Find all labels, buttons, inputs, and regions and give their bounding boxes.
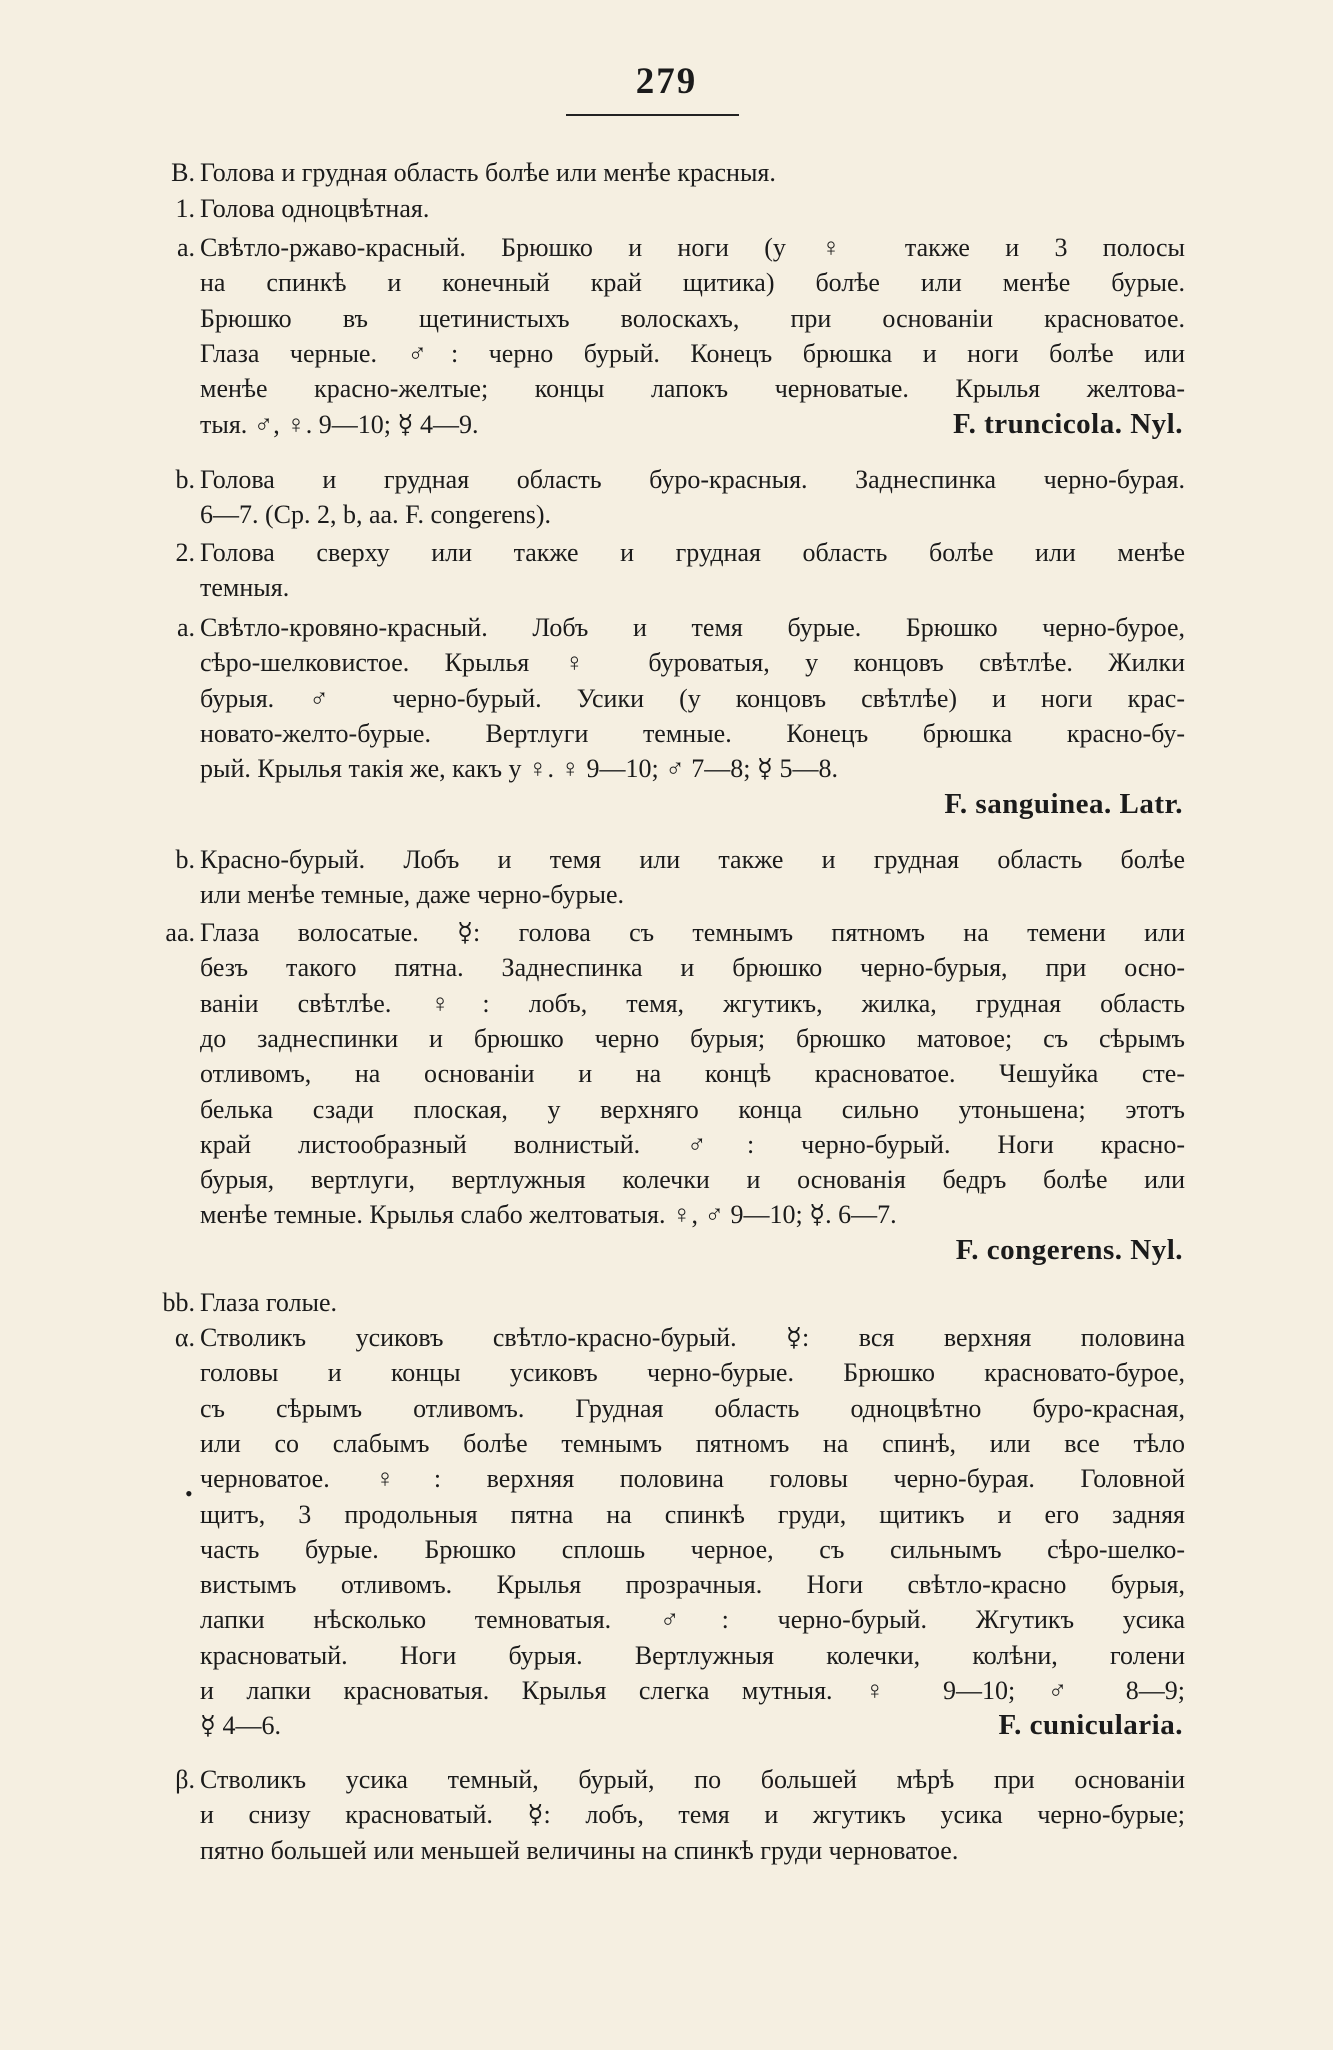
text-line: до заднеспинки и брюшко черно бурыя; брюшко матовое; съ сѣрымъ	[200, 1023, 1185, 1053]
text-line: безъ такого пятна. Заднеспинка и брюшко черно-бурыя, при осно-	[200, 953, 1185, 983]
species-name: F. cunicularia.	[998, 1709, 1183, 1742]
text-line: Глаза голые.	[200, 1288, 338, 1317]
text-line: Глаза волосатые. ☿: голова съ темнымъ пятномъ на темени или	[200, 918, 1185, 947]
text-line: головы и концы усиковъ черно-бурые. Брюшко красновато-бурое,	[200, 1358, 1185, 1388]
text-line: Стволикъ усика темный, бурый, по большей мѣрѣ при основаніи	[200, 1765, 1185, 1794]
page-number: 279	[635, 61, 698, 102]
entry-label: 1.	[175, 194, 195, 223]
species-name: F. congerens. Nyl.	[955, 1233, 1183, 1266]
entry-label: bb.	[162, 1288, 195, 1317]
page-number-rule	[566, 114, 739, 116]
text-line: красноватый. Ноги бурыя. Вертлужныя колечки, колѣни, голени	[200, 1640, 1185, 1670]
text-line: бурыя. ♂ черно-бурый. Усики (у концовъ свѣтлѣе) и ноги крас-	[200, 683, 1185, 713]
text-line: сѣро-шелковистое. Крылья ♀ буроватыя, у концовъ свѣтлѣе. Жилки	[200, 648, 1185, 678]
entry-label: β.	[175, 1765, 195, 1794]
text-line: на спинкѣ и конечный край щитика) болѣе или менѣе бурые.	[200, 268, 1185, 298]
text-line: отливомъ, на основаніи и на концѣ красноватое. Чешуйка сте-	[200, 1059, 1185, 1089]
text-line: или со слабымъ болѣе темнымъ пятномъ на спинѣ, или все тѣло	[200, 1428, 1185, 1458]
text-line: часть бурые. Брюшко сплошь черное, съ сильнымъ сѣро-шелко-	[200, 1534, 1185, 1564]
text-line: рый. Крылья такія же, какъ у ♀. ♀ 9—10; ♂ 7—8; ☿ 5—8.	[200, 754, 838, 784]
text-line: новато-желто-бурые. Вертлуги темные. Конецъ брюшка красно-бу-	[200, 718, 1185, 748]
text-line: менѣе красно-желтые; концы лапокъ черноватые. Крылья желтова-	[200, 374, 1185, 404]
text-line: белька сзади плоская, у верхняго конца сильно утоньшена; этотъ	[200, 1094, 1185, 1124]
text-line: съ сѣрымъ отливомъ. Грудная область одноцвѣтно буро-красная,	[200, 1393, 1185, 1423]
text-line: край листообразный волнистый. ♂: черно-бурый. Ноги красно-	[200, 1129, 1185, 1159]
text-line: темныя.	[200, 573, 290, 603]
text-line: тыя. ♂, ♀. 9—10; ☿ 4—9.	[200, 409, 479, 439]
entry-label: 2.	[175, 538, 195, 567]
text-line: Свѣтло-ржаво-красный. Брюшко и ноги (у ♀ также и 3 полосы	[200, 233, 1185, 262]
text-line: Голова и грудная область болѣе или менѣе красныя.	[200, 158, 776, 187]
entry-label: B.	[171, 158, 195, 187]
text-line: пятно большей или меньшей величины на спинкѣ груди черноватое.	[200, 1835, 959, 1865]
species-name: F. truncicola. Nyl.	[953, 407, 1183, 440]
text-line: Красно-бурый. Лобъ и темя или также и грудная область болѣе	[200, 845, 1185, 874]
entry-label: aa.	[165, 918, 195, 947]
text-line: Брюшко въ щетинистыхъ волоскахъ, при основаніи красноватое.	[200, 303, 1185, 333]
margin-mark: •	[185, 1481, 193, 1506]
text-line: Голова одноцвѣтная.	[200, 194, 430, 223]
text-line: Свѣтло-кровяно-красный. Лобъ и темя бурые. Брюшко черно-бурое,	[200, 613, 1185, 642]
text-line: менѣе темные. Крылья слабо желтоватыя. ♀, ♂ 9—10; ☿. 6—7.	[200, 1200, 897, 1230]
text-line: щитъ, 3 продольныя пятна на спинкѣ груди, щитикъ и его задняя	[200, 1499, 1185, 1529]
text-line: 6—7. (Ср. 2, b, aa. F. congerens).	[200, 500, 552, 530]
text-line: Стволикъ усиковъ свѣтло-красно-бурый. ☿: вся верхняя половина	[200, 1323, 1185, 1352]
text-line: Глаза черные. ♂: черно бурый. Конецъ брюшка и ноги болѣе или	[200, 338, 1185, 368]
text-line: вистымъ отливомъ. Крылья прозрачныя. Ноги свѣтло-красно бурыя,	[200, 1570, 1185, 1600]
text-line: и лапки красноватыя. Крылья слегка мутныя. ♀ 9—10; ♂ 8—9;	[200, 1676, 1185, 1705]
text-line: бурыя, вертлуги, вертлужныя колечки и основанія бедръ болѣе или	[200, 1165, 1185, 1195]
entry-label: α.	[174, 1323, 195, 1352]
entry-label: b.	[175, 845, 195, 874]
entry-label: a.	[176, 233, 195, 262]
text-line: Голова и грудная область буро-красныя. Заднеспинка черно-бурая.	[200, 465, 1185, 494]
entry-label: b.	[175, 465, 195, 494]
text-line: черноватое. ♀: верхняя половина головы черно-бурая. Головной	[200, 1464, 1185, 1494]
text-line: и снизу красноватый. ☿: лобъ, темя и жгутикъ усика черно-бурые;	[200, 1800, 1185, 1830]
entry-label: a.	[176, 613, 195, 642]
text-line: ваніи свѣтлѣе. ♀: лобъ, темя, жгутикъ, жилка, грудная область	[200, 988, 1185, 1018]
text-line: Голова сверху или также и грудная область болѣе или менѣе	[200, 538, 1185, 567]
text-line: или менѣе темные, даже черно-бурые.	[200, 880, 625, 910]
text-line: лапки нѣсколько темноватыя. ♂: черно-бурый. Жгутикъ усика	[200, 1605, 1185, 1635]
species-name: F. sanguinea. Latr.	[944, 787, 1183, 820]
text-line: ☿ 4—6.	[200, 1711, 281, 1741]
